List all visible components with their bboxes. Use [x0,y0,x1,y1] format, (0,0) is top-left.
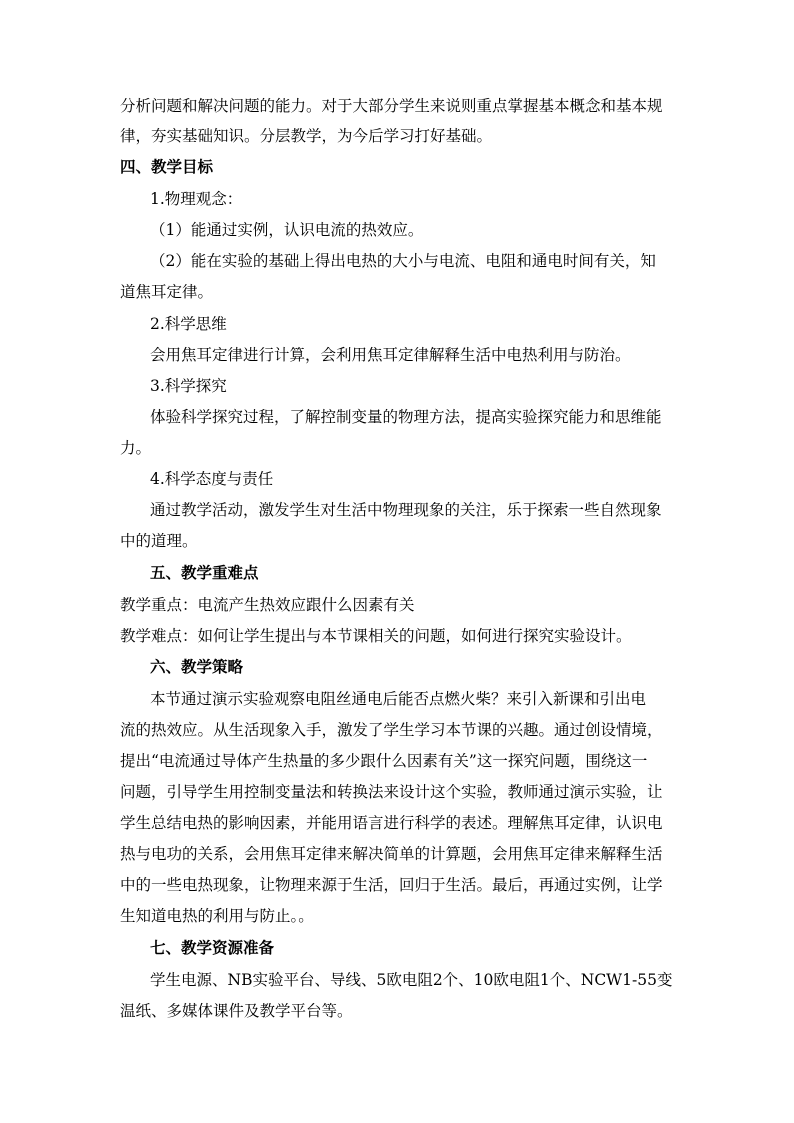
section-heading: 四、教学目标 [120,158,214,176]
body-line: 会用焦耳定律进行计算，会利用焦耳定律解释生活中电热利用与防治。 [150,346,631,364]
body-line: （2）能在实验的基础上得出电热的大小与电流、电阻和通电时间有关，知 [150,252,656,270]
section-heading: 七、教学资源准备 [150,939,275,957]
subsection-title: 3.科学探究 [150,377,227,395]
body-line: （1）能通过实例，认识电流的热效应。 [150,221,424,239]
subsection-title: 4.科学态度与责任 [150,470,274,488]
body-line: 提出“电流通过导体产生热量的多少跟什么因素有关”这一探究问题，围绕这一 [120,752,648,770]
body-line: 律，夯实基础知识。分层教学，为今后学习打好基础。 [120,127,493,145]
body-line: 热与电功的关系，会用焦耳定律来解决简单的计算题，会用焦耳定律来解释生活 [120,845,663,863]
body-line: 流的热效应。从生活现象入手，激发了学生学习本节课的兴趣。通过创设情境， [120,721,663,739]
body-line: 道焦耳定律。 [120,283,214,301]
body-line: 通过教学活动，激发学生对生活中物理现象的关注，乐于探索一些自然现象 [150,501,662,519]
section-heading: 五、教学重难点 [150,564,259,582]
subsection-title: 1.物理观念： [150,190,243,208]
body-line: 生知道电热的利用与防止。。 [120,907,314,925]
body-line: 中的一些电热现象，让物理来源于生活，回归于生活。最后，再通过实例，让学 [120,876,663,894]
body-line: 学生电源、NB实验平台、导线、5欧电阻2个、10欧电阻1个、NCW1-55变 [150,971,673,989]
body-line: 力。 [120,439,152,457]
body-line: 中的道理。 [120,532,198,550]
body-line: 教学难点：如何让学生提出与本节课相关的问题，如何进行探究实验设计。 [120,627,632,645]
body-line: 体验科学探究过程，了解控制变量的物理方法，提高实验探究能力和思维能 [150,408,662,426]
body-line: 温纸、多媒体课件及教学平台等。 [120,1002,353,1020]
body-line: 问题，引导学生用控制变量法和转换法来设计这个实验，教师通过演示实验，让 [120,783,663,801]
subsection-title: 2.科学思维 [150,315,227,333]
section-heading: 六、教学策略 [150,658,244,676]
body-line: 分析问题和解决问题的能力。对于大部分学生来说则重点掌握基本概念和基本规 [120,97,663,115]
body-line: 学生总结电热的影响因素，并能用语言进行科学的表述。理解焦耳定律，认识电 [120,814,663,832]
body-line: 教学重点：电流产生热效应跟什么因素有关 [120,596,415,614]
body-line: 本节通过演示实验观察电阻丝通电后能否点燃火柴？来引入新课和引出电 [150,690,647,708]
